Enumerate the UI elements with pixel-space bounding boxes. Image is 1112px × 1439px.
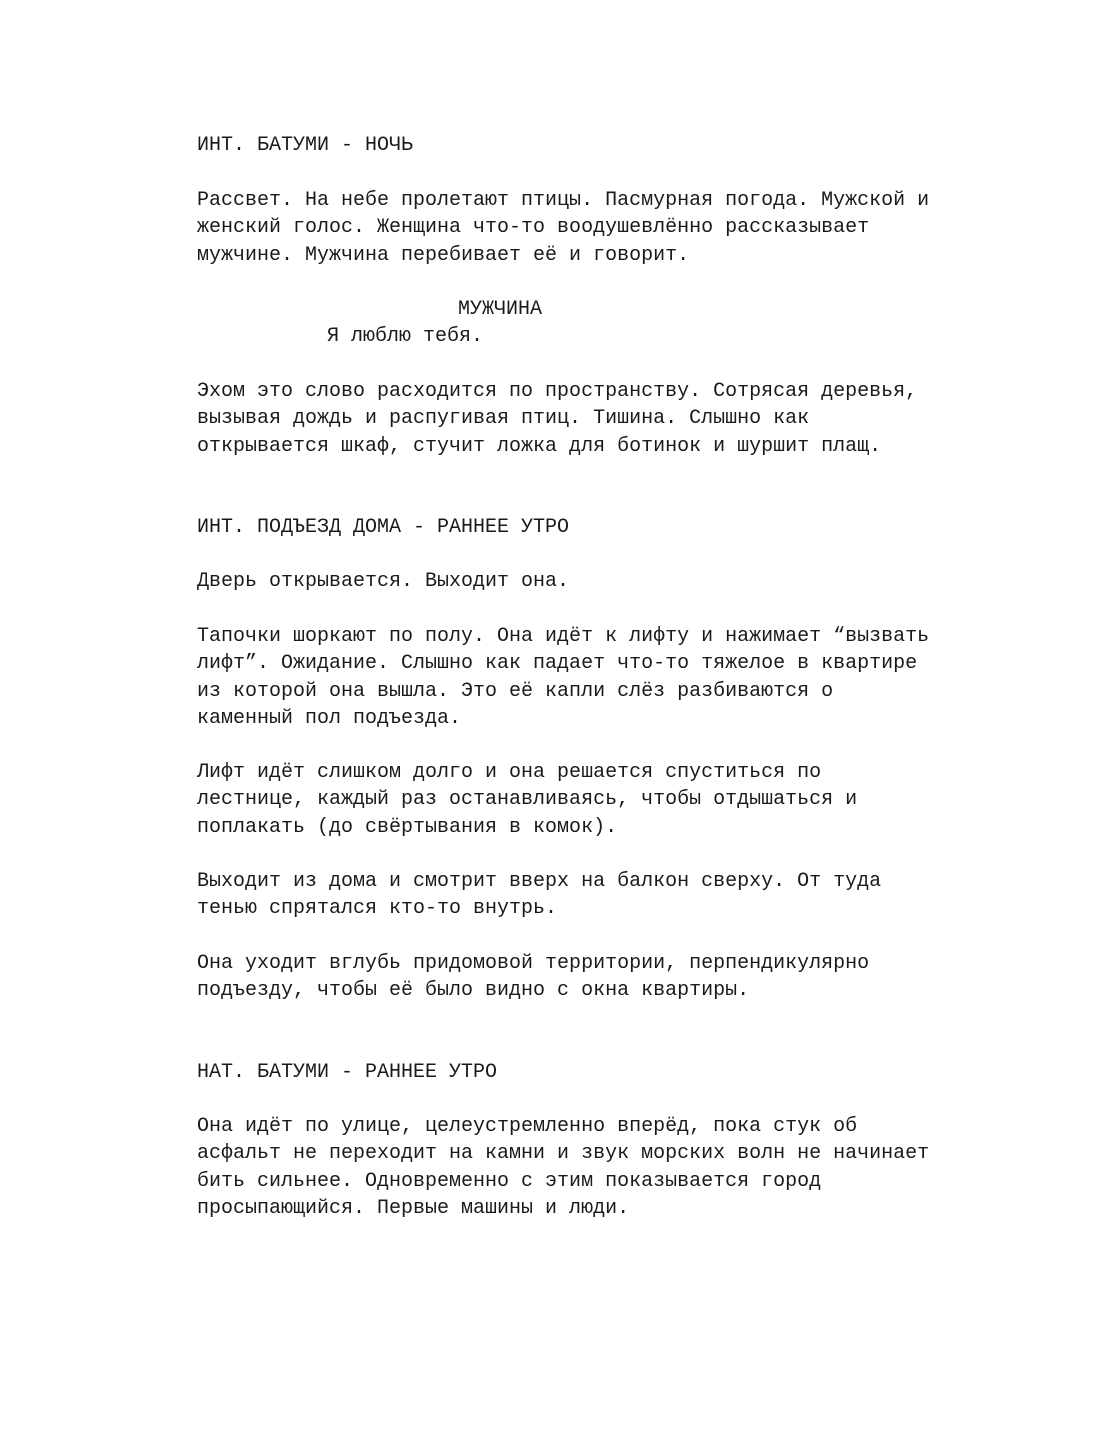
action-line: Тапочки шоркают по полу. Она идёт к лифту и нажимает “вызвать: [197, 625, 930, 648]
action-line: Рассвет. На небе пролетают птицы. Пасмурная погода. Мужской и: [197, 189, 930, 212]
character-name: МУЖЧИНА: [458, 298, 543, 321]
action-line: Она идёт по улице, целеустремленно вперёд, пока стук об: [197, 1115, 858, 1138]
action-paragraph-7: [197, 950, 997, 1005]
action-line: мужчине. Мужчина перебивает её и говорит.: [197, 243, 690, 267]
action-line: лифт”. Ожидание. Слышно как падает что-то тяжелое в квартире: [197, 652, 918, 676]
action-paragraph-1: [197, 187, 997, 269]
action-line: просыпающийся. Первые машины и люди.: [197, 1196, 630, 1220]
scene-heading-3: НАТ. БАТУМИ - РАННЕЕ УТРО: [197, 1061, 498, 1084]
action-paragraph-2: [197, 378, 997, 460]
action-line: женский голос. Женщина что-то воодушевлённо рассказывает: [197, 216, 870, 240]
dialogue-line: Я люблю тебя.: [327, 325, 484, 348]
action-paragraph-6: [197, 868, 997, 923]
action-line: каменный пол подъезда.: [197, 706, 462, 730]
action-line: вызывая дождь и распугивая птиц. Тишина. Слышно как: [197, 407, 810, 431]
action-paragraph-5: [197, 759, 997, 841]
action-line: лестнице, каждый раз останавливаясь, чтобы отдышаться и: [197, 788, 858, 812]
action-line: поплакать (до свёртывания в комок).: [197, 815, 618, 839]
action-line: Лифт идёт слишком долго и она решается спуститься по: [197, 761, 822, 784]
action-line: из которой она вышла. Это её капли слёз разбиваются о: [197, 679, 834, 703]
action-line: тенью спрятался кто-то внутрь.: [197, 897, 558, 921]
action-line: бить сильнее. Одновременно с этим показывается город: [197, 1169, 822, 1193]
action-line: подъезду, чтобы её было видно с окна квартиры.: [197, 979, 750, 1003]
action-paragraph-8: [197, 1113, 997, 1222]
action-line: открывается шкаф, стучит ложка для ботинок и шуршит плащ.: [197, 434, 882, 458]
action-line: Выходит из дома и смотрит вверх на балкон сверху. От туда: [197, 870, 882, 893]
scene-heading-1: ИНТ. БАТУМИ - НОЧЬ: [197, 134, 414, 157]
action-line: асфальт не переходит на камни и звук морских волн не начинает: [197, 1142, 930, 1166]
action-paragraph-3: [197, 568, 997, 595]
action-paragraph-4: [197, 623, 997, 732]
action-line: Дверь открывается. Выходит она.: [197, 570, 570, 593]
scene-heading-2: ИНТ. ПОДЪЕЗД ДОМА - РАННЕЕ УТРО: [197, 516, 570, 539]
action-line: Эхом это слово расходится по пространству. Сотрясая деревья,: [197, 380, 918, 403]
action-line: Она уходит вглубь придомовой территории, перпендикулярно: [197, 952, 870, 975]
